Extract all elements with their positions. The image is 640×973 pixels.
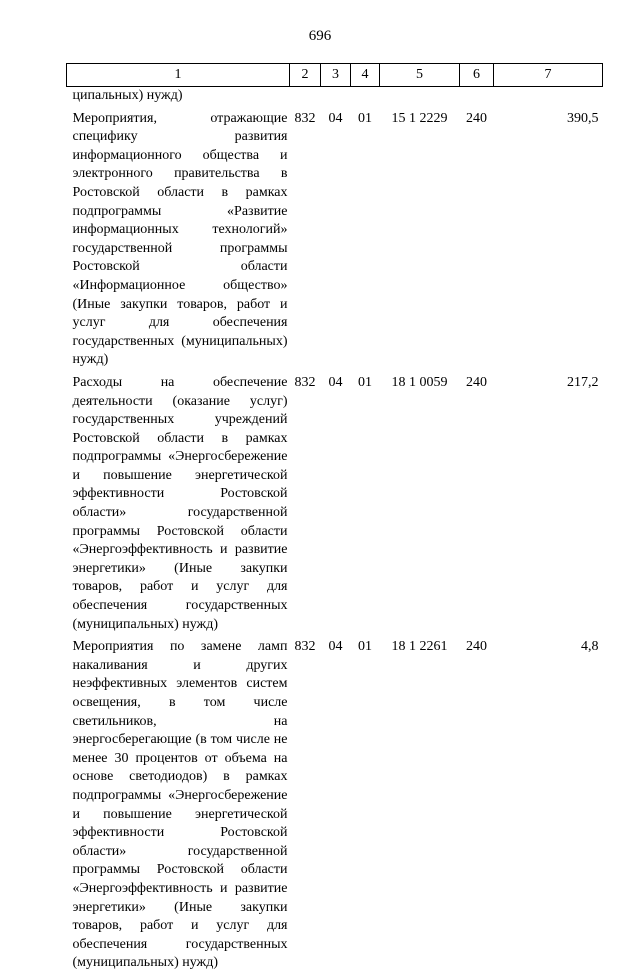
column-header-1: 1 xyxy=(67,64,290,87)
column-header-5: 5 xyxy=(380,64,460,87)
continuation-row xyxy=(67,87,603,106)
row-code-ministry: 832 xyxy=(294,639,316,655)
page-number: 696 xyxy=(308,28,332,44)
row-subsection: 01 xyxy=(358,374,372,390)
row-description: Мероприятия по замене ламп накаливания и других неэффективных элементов систем освещения, в том числе светильников, на энергосберегающие (в том числе не менее 30 процентов от объема на основе светодиодов) в рамках подпрограммы «Энергосбережение и повышение энергетической эффективности Ростовской области» государственной программы Ростовской области «Энергоэффективность и развитие энергетики» (Иные закупки товаров, работ и услуг для обеспечения государственных (муниципальных) нужд) xyxy=(72,639,288,971)
row-code-ministry: 832 xyxy=(294,374,316,390)
row-target-article: 18 1 0059 xyxy=(391,374,448,390)
column-header-3: 3 xyxy=(321,64,351,87)
row-amount: 4,8 xyxy=(581,639,599,655)
row-expense-type: 240 xyxy=(466,639,487,655)
table-row xyxy=(67,370,603,634)
row-section: 04 xyxy=(328,110,343,126)
row-section: 04 xyxy=(328,374,343,390)
table-header-row xyxy=(67,64,603,87)
column-header-2: 2 xyxy=(290,64,321,87)
row-description: Расходы на обеспечение деятельности (оказание услуг) государственных учреждений Ростовской области в рамках подпрограммы «Энергосбережение и повышение энергетической эффективности Ростовской области» государственной программы Ростовской области «Энергоэффективность и развитие энергетики» (Иные закупки товаров, работ и услуг для обеспечения государственных (муниципальных) нужд) xyxy=(72,374,288,632)
column-header-7: 7 xyxy=(494,64,603,87)
row-description: Мероприятия, отражающие специфику развития информационного общества и электронного правительства в Ростовской области в рамках подпрограммы «Развитие информационных технологий» государственной программы Ростовской области «Информационное общество» (Иные закупки товаров, работ и услуг для обеспечения государственных (муниципальных) нужд) xyxy=(72,110,288,368)
table-row xyxy=(67,634,603,973)
column-header-4: 4 xyxy=(351,64,380,87)
row-target-article: 15 1 2229 xyxy=(391,110,448,126)
row-section: 04 xyxy=(328,639,343,655)
row-amount: 217,2 xyxy=(567,374,599,390)
row-target-article: 18 1 2261 xyxy=(391,639,448,655)
column-header-6: 6 xyxy=(460,64,494,87)
budget-table xyxy=(66,63,603,973)
row-expense-type: 240 xyxy=(466,374,487,390)
table-row xyxy=(67,106,603,370)
row-expense-type: 240 xyxy=(466,110,487,126)
row-subsection: 01 xyxy=(358,110,372,126)
row-code-ministry: 832 xyxy=(294,110,316,126)
row-amount: 390,5 xyxy=(567,110,599,126)
row-subsection: 01 xyxy=(358,639,372,655)
continuation-text: ципальных) нужд) xyxy=(72,88,183,103)
